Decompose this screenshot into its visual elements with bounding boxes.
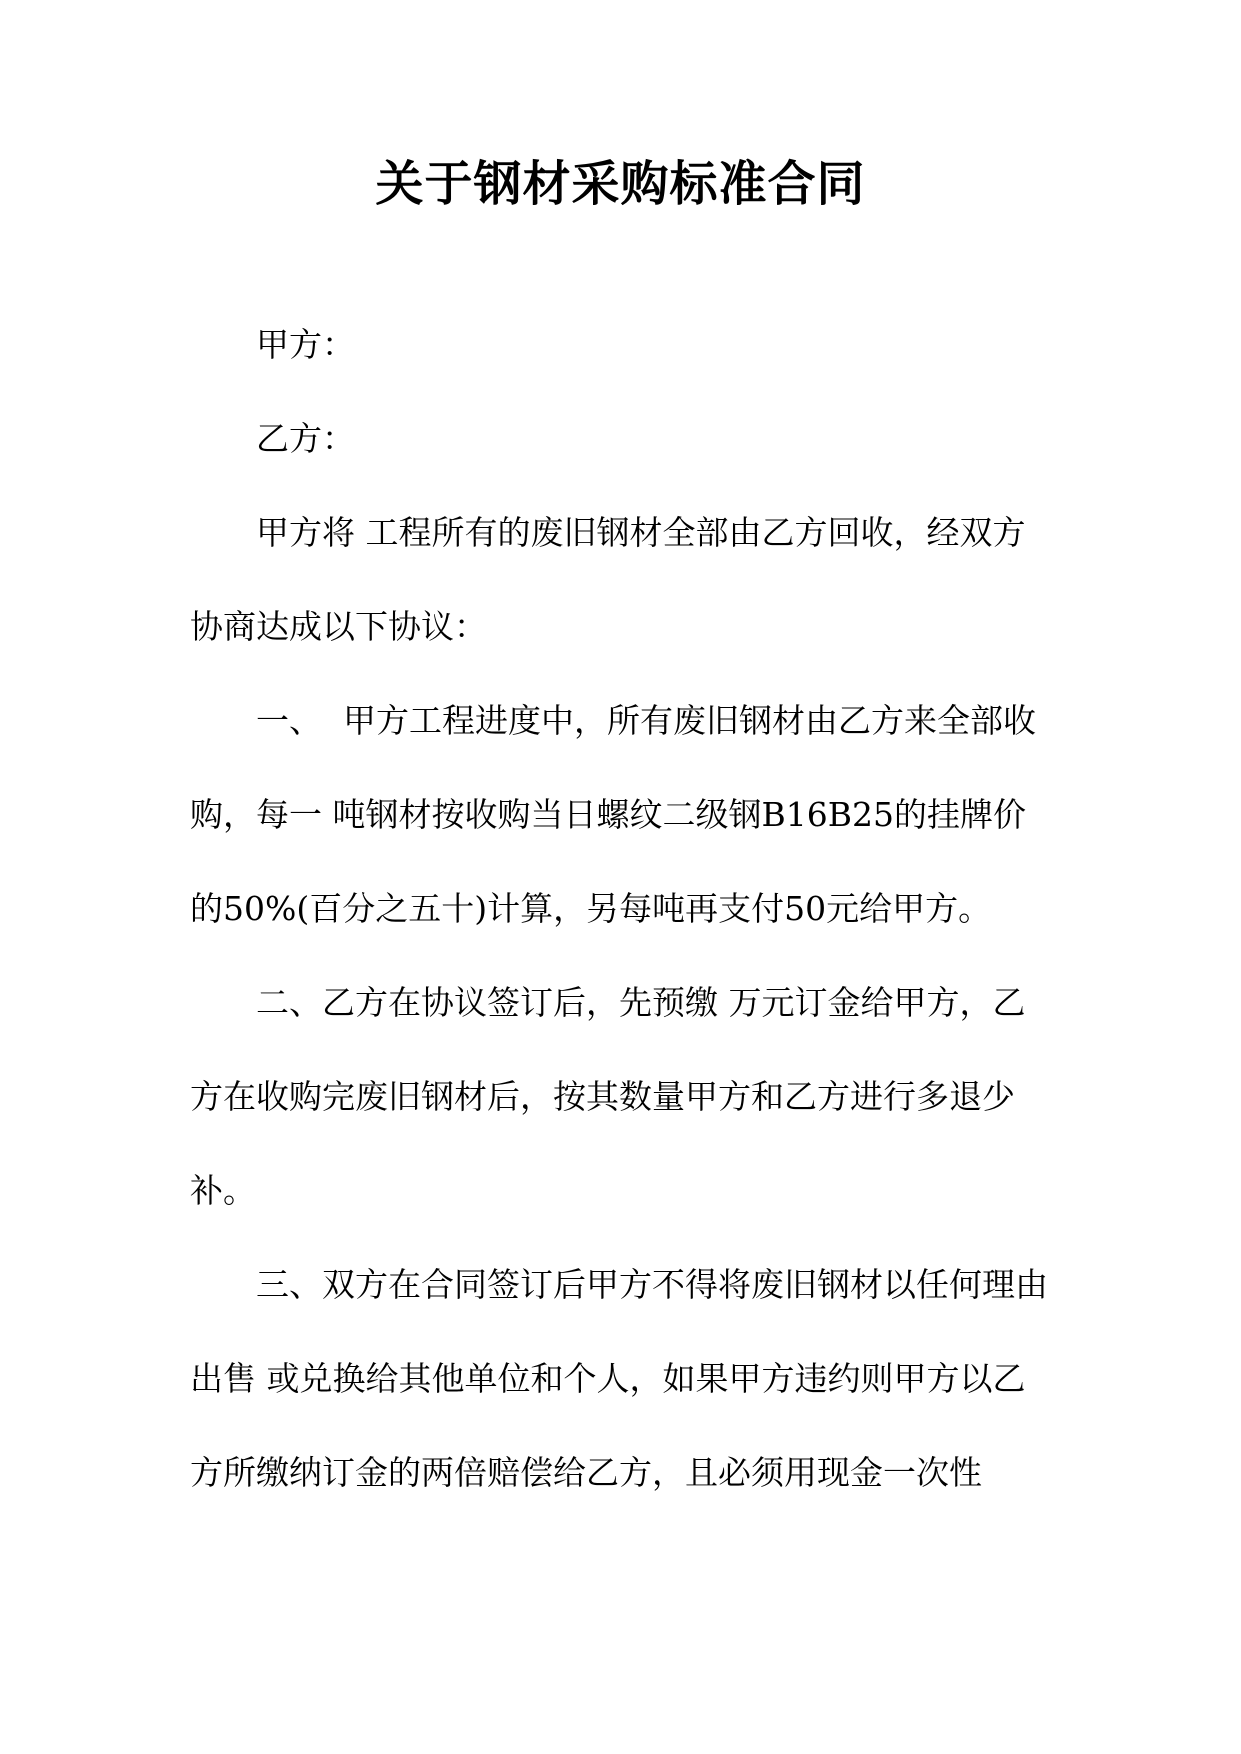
party-b-line: 乙方： xyxy=(256,419,355,458)
clause-1-paragraph: 一、 甲方工程进度中，所有废旧钢材由乙方来全部收购，每一 吨钢材按收购当日螺纹二级钢B16B25的挂牌价的50%(百分之五十)计算，另每吨再支付50元给甲方。 xyxy=(190,701,1036,928)
party-a-line: 甲方： xyxy=(256,325,355,364)
clause-2-paragraph: 二、乙方在协议签订后，先预缴 万元订金给甲方，乙方在收购完废旧钢材后，按其数量甲方和乙方进行多退少补。 xyxy=(190,983,1026,1210)
document-title: 关于钢材采购标准合同 xyxy=(375,156,866,212)
clause-3-paragraph: 三、双方在合同签订后甲方不得将废旧钢材以任何理由出售 或兑换给其他单位和个人，如果甲方违约则甲方以乙方所缴纳订金的两倍赔偿给乙方，且必须用现金一次性 xyxy=(190,1265,1048,1492)
preamble-paragraph: 甲方将 工程所有的废旧钢材全部由乙方回收，经双方协商达成以下协议： xyxy=(190,513,1026,646)
document-body xyxy=(190,298,1050,1520)
